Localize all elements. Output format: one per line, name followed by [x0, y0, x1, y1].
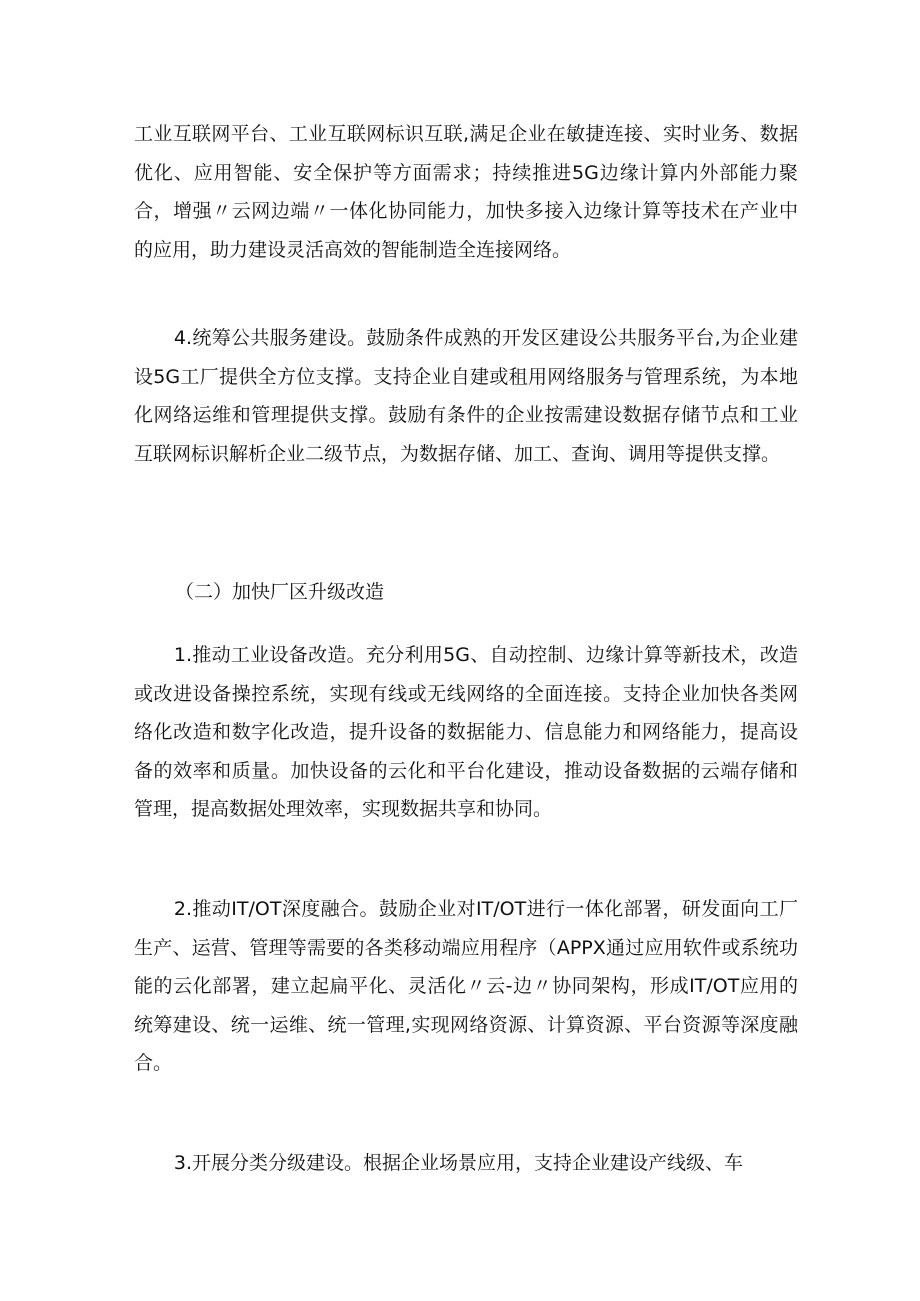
- paragraph-classified-construction: 3.开展分类分级建设。根据企业场景应用，支持企业建设产线级、车: [173, 1152, 744, 1174]
- paragraph-public-service: 4.统筹公共服务建设。鼓励条件成熟的开发区建设公共服务平台,为企业建设5G工厂提供全方位支撑。支持企业自建或租用网络服务与管理系统，为本地化网络运维和管理提供支撑。鼓励有条件的企业按需建设数据存储节点和工业互联网标识解析企业二级节点，为数据存储、加工、查询、调用等提供支撑。: [134, 327, 798, 465]
- paragraph-continuation: 工业互联网平台、工业互联网标识互联,满足企业在敏捷连接、实时业务、数据优化、应用智能、安全保护等方面需求；持续推进5G边缘计算内外部能力聚合，增强〃云网边端〃一体化协同能力，加快多接入边缘计算等技术在产业中的应用，助力建设灵活高效的智能制造全连接网络。: [134, 123, 798, 261]
- section-heading: （二）加快厂区升级改造: [175, 581, 385, 603]
- paragraph-it-ot-integration: 2.推动IT/OT深度融合。鼓励企业对IT/OT进行一体化部署，研发面向工厂生产、运营、管理等需要的各类移动端应用程序（APPX通过应用软件或系统功能的云化部署，建立起扁平化、灵活化〃云-边〃协同架构，形成IT/OT应用的统筹建设、统一运维、统一管理,实现网络资源、计算资源、平台资源等深度融合。: [134, 898, 798, 1075]
- paragraph-equipment-upgrade: 1.推动工业设备改造。充分利用5G、自动控制、边缘计算等新技术，改造或改进设备操控系统，实现有线或无线网络的全面连接。支持企业加快各类网络化改造和数字化改造，提升设备的数据能力、信息能力和网络能力，提高设备的效率和质量。加快设备的云化和平台化建设，推动设备数据的云端存储和管理，提高数据处理效率，实现数据共享和协同。: [134, 644, 798, 821]
